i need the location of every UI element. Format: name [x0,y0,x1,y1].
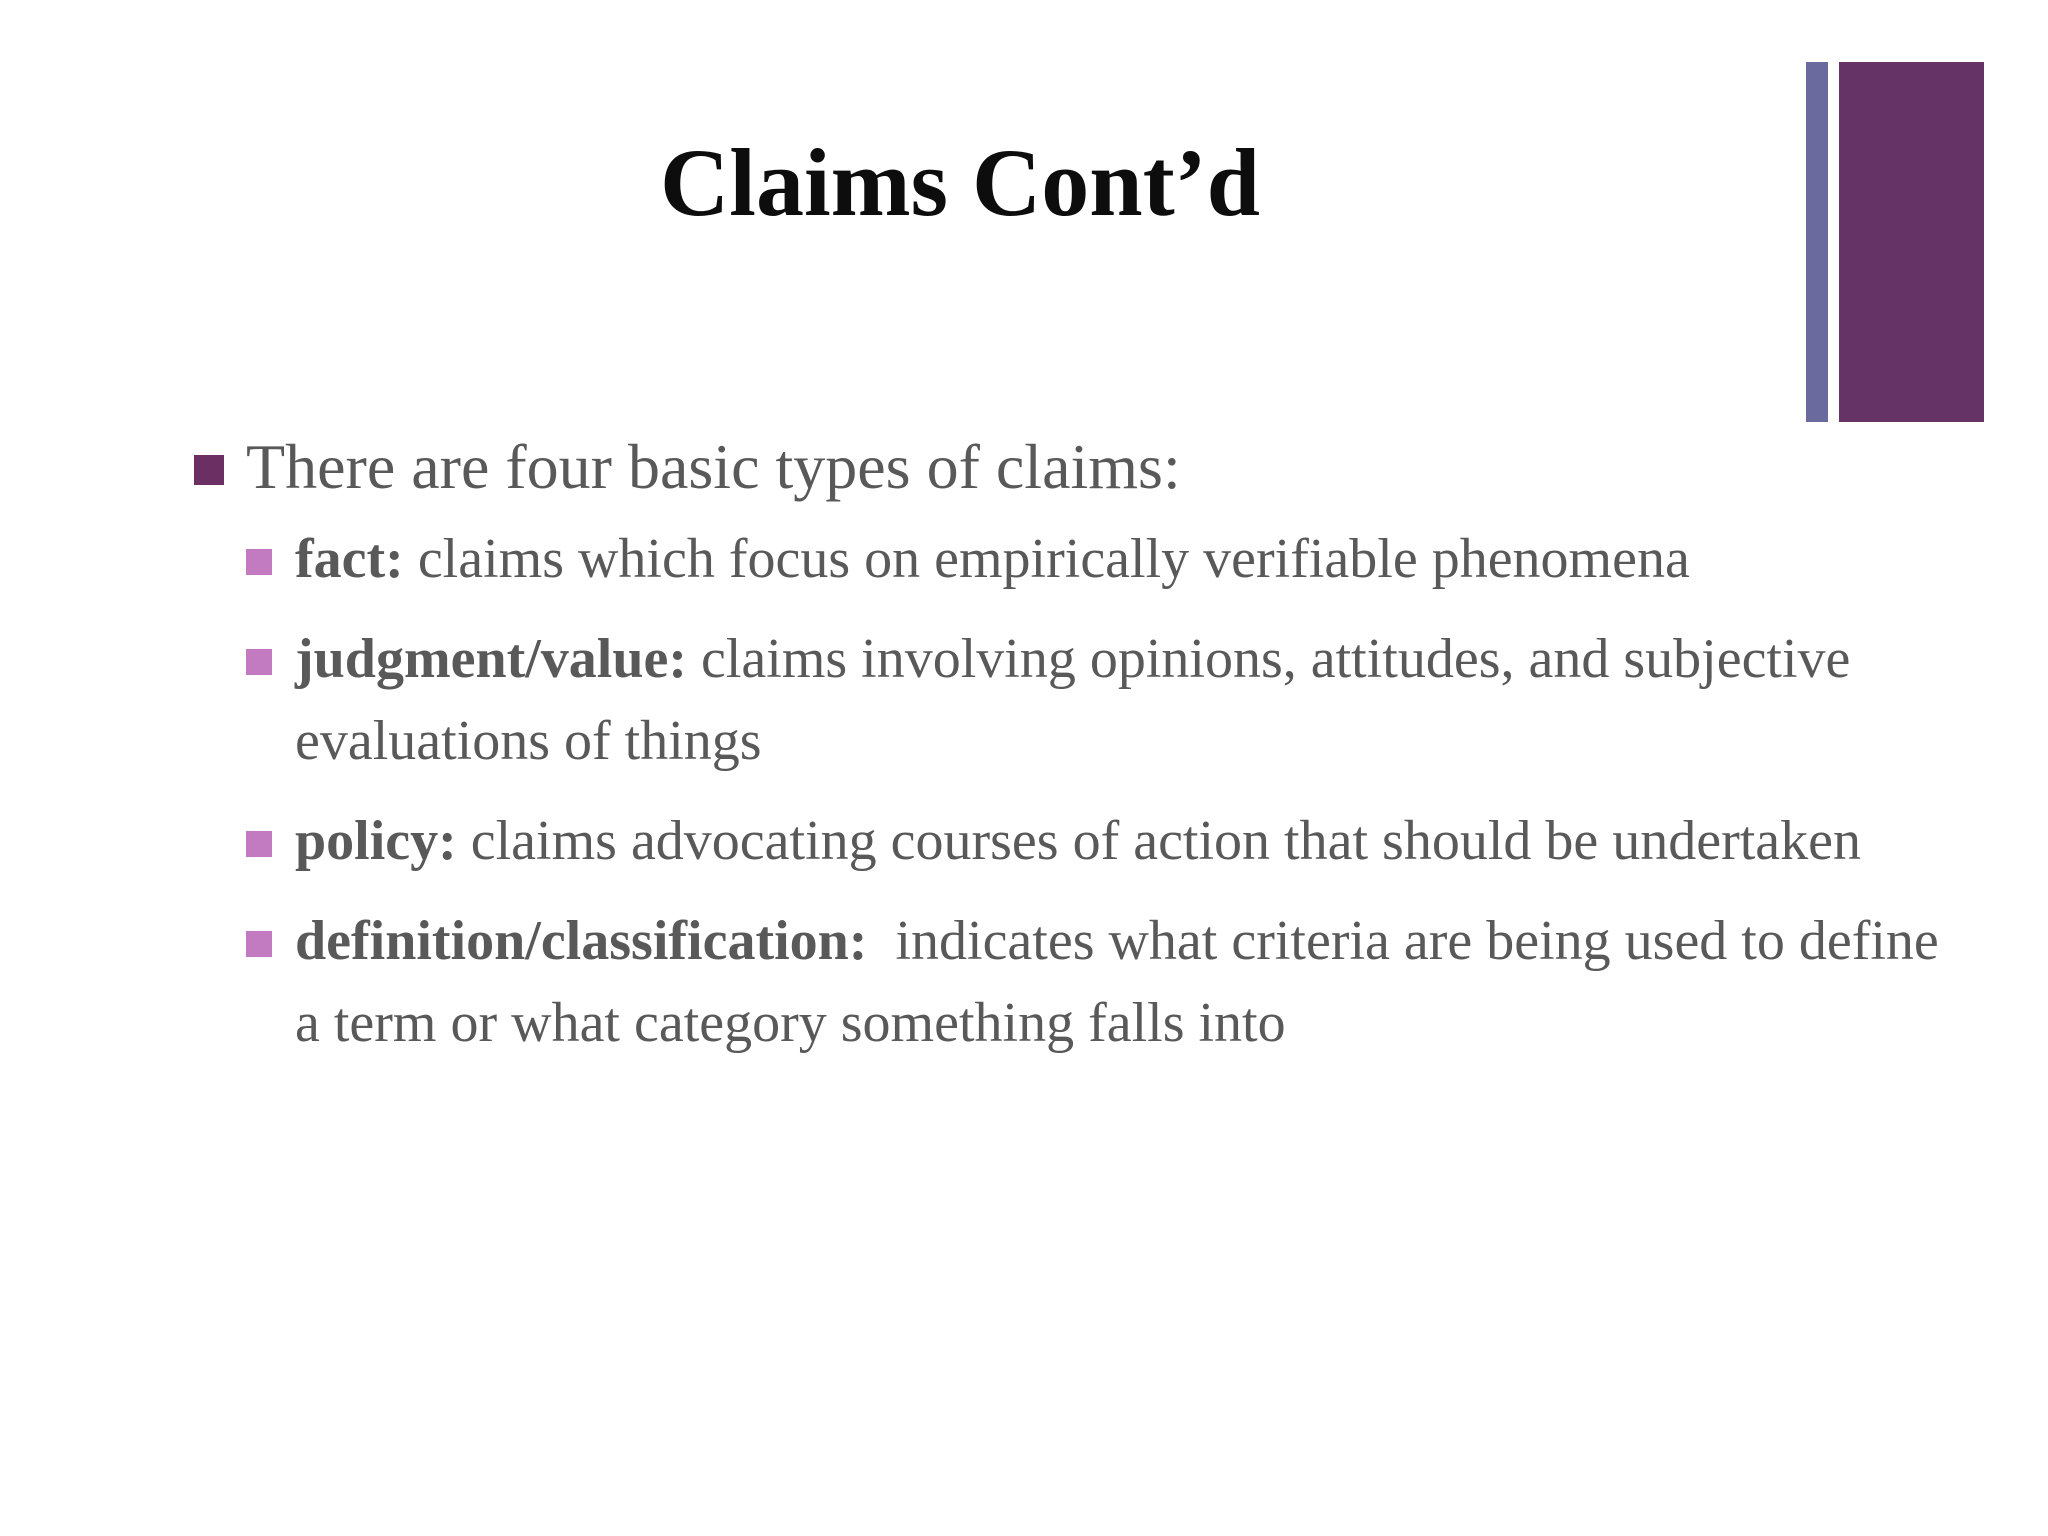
claim-term: judgment/value: [295,628,687,690]
list-item [194,800,1974,882]
square-bullet-icon [246,649,272,675]
claim-description: claims involving opinions, attitudes, and subjective evaluations of things [295,628,1851,772]
claim-description: indicates what criteria are being used to define a term or what category something falls into [295,910,1953,1054]
slide-body [194,428,1974,1082]
list-item [194,518,1974,600]
bullet-intro [194,428,1974,506]
square-bullet-icon [246,549,272,575]
slide-title: Claims Cont’d [659,129,1261,236]
claim-description: claims advocating courses of action that should be undertaken [456,810,1862,872]
square-bullet-icon [246,831,272,857]
claim-types-list [194,518,1974,1064]
list-item [194,900,1974,1064]
accent-bar-thick [1839,62,1984,422]
list-item [194,618,1974,782]
bullet-intro-text: There are four basic types of claims: [246,431,1181,502]
accent-bar-thin [1806,62,1828,422]
square-bullet-icon [246,931,272,957]
claim-term: fact: [295,528,404,590]
claim-term: policy: [295,810,457,872]
claim-term: definition/classification: [295,910,868,972]
claim-description: claims which focus on empirically verifiable phenomena [403,528,1690,590]
square-bullet-icon [194,455,224,485]
